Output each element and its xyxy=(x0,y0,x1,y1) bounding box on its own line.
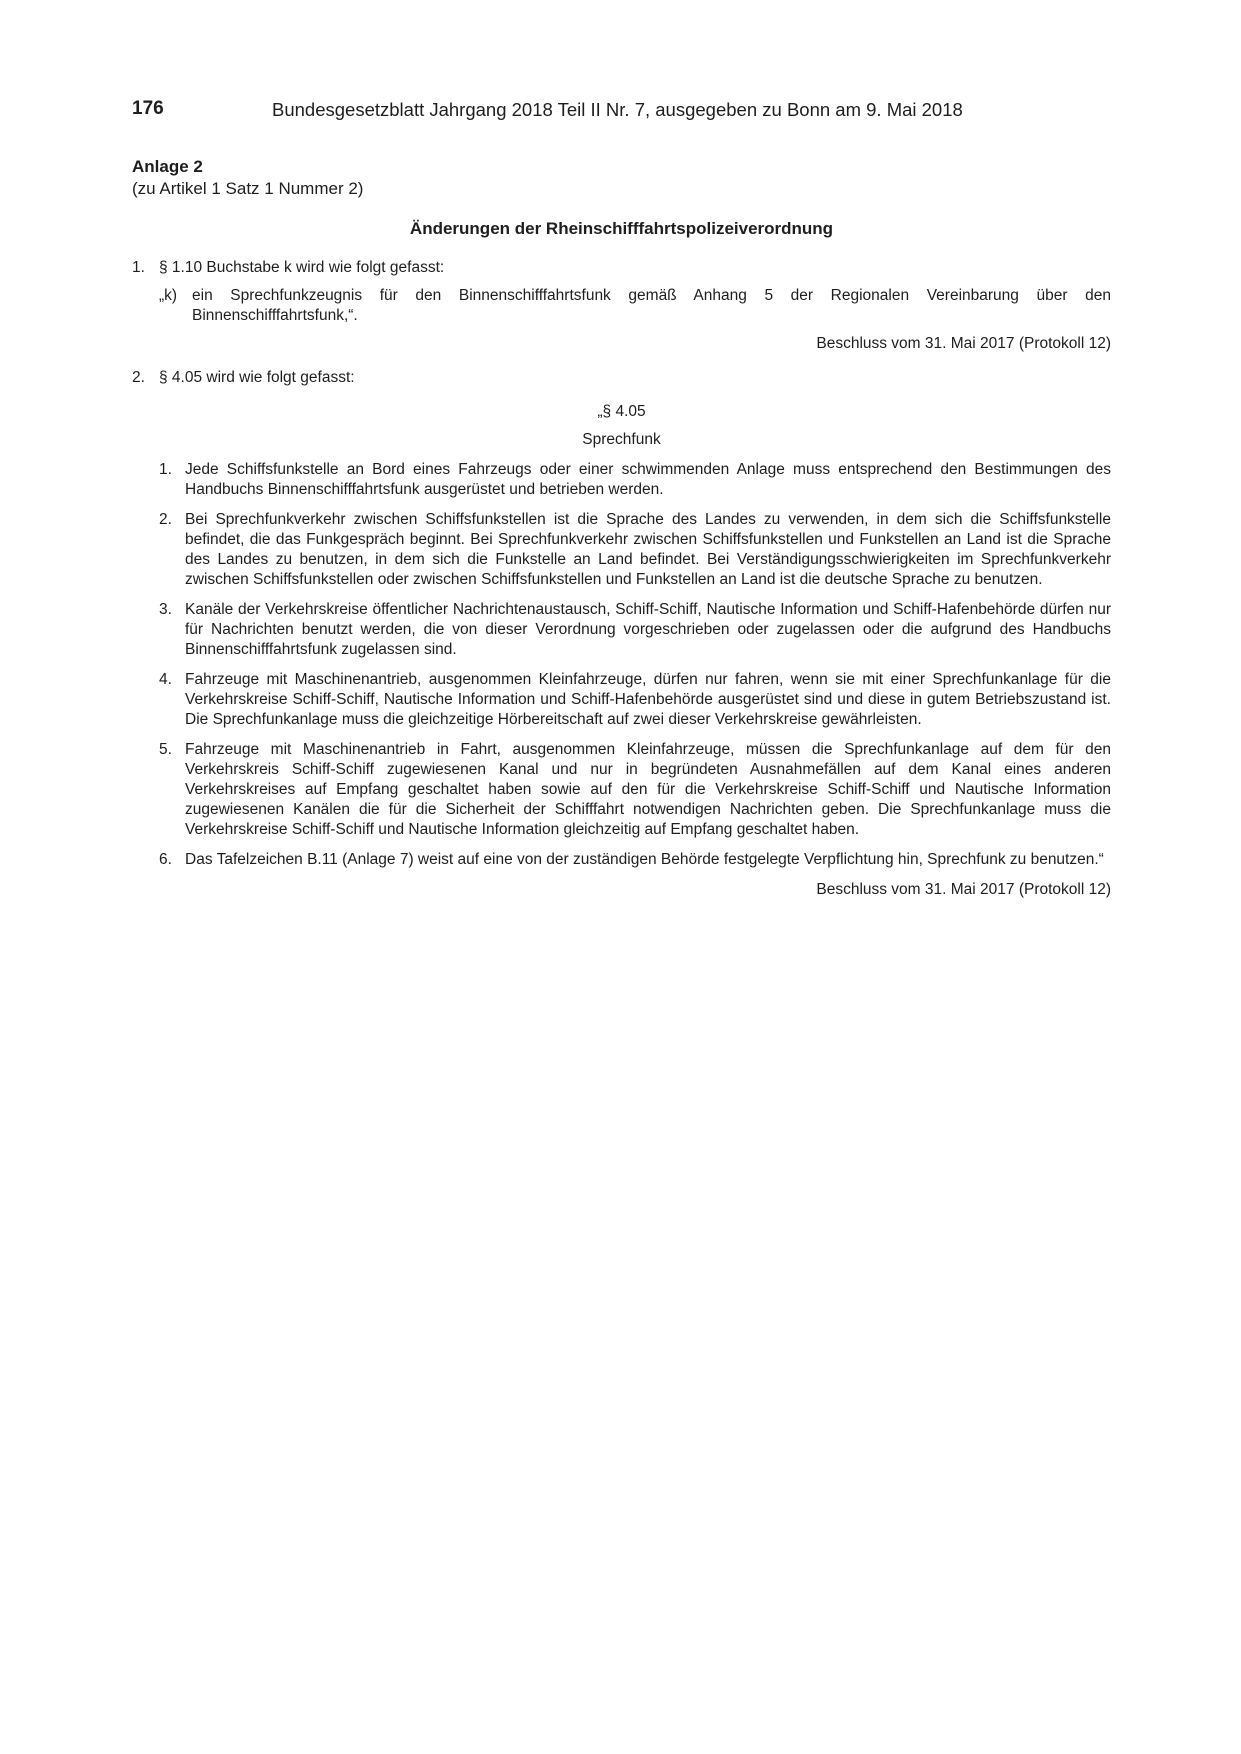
resolution-note-2: Beschluss vom 31. Mai 2017 (Protokoll 12) xyxy=(816,881,1111,898)
paragraph-heading: „§ 4.05 xyxy=(597,403,646,420)
annex-block xyxy=(132,156,363,200)
annex-reference: (zu Artikel 1 Satz 1 Nummer 2) xyxy=(132,179,364,198)
subitem-number: 2. xyxy=(159,511,172,528)
amendment-item-2 xyxy=(132,368,1111,388)
item-text: § 1.10 Buchstabe k wird wie folgt gefasst: xyxy=(159,259,445,276)
subitem-number: 3. xyxy=(159,601,172,618)
list-item xyxy=(159,670,1111,730)
subitem-number: 1. xyxy=(159,461,172,478)
list-item xyxy=(159,850,1111,870)
subitem-text: Das Tafelzeichen B.11 (Anlage 7) weist auf eine von der zuständigen Behörde festgelegte Verpflichtung hin, Sprechfunk zu benutzen.“ xyxy=(185,851,1104,868)
item-text: § 4.05 wird wie folgt gefasst: xyxy=(159,369,355,386)
quoted-letter-k xyxy=(159,286,1111,326)
subitem-number: 6. xyxy=(159,851,172,868)
item-number: 2. xyxy=(132,369,145,386)
subitem-text: Fahrzeuge mit Maschinenantrieb in Fahrt, ausgenommen Kleinfahrzeuge, müssen die Sprechfunkanlage auf dem für den Verkehrskreis Schiff-Schiff zugewiesenen Kanal und nur in begründeten Ausnahmefällen auf dem Kanal eines anderen Verkehrskreises auf Empfang geschaltet haben sowie auf den für die Verkehrskreise Schiff-Schiff und Nautische Information zugewiesenen Kanälen die für die Sicherheit der Schifffahrt notwendigen Nachrichten geben. Die Sprechfunkanlage muss die Verkehrskreise Schiff-Schiff und Nautische Information gleichzeitig auf Empfang geschaltet haben. xyxy=(185,741,1111,838)
list-item xyxy=(159,510,1111,590)
gazette-header-title: Bundesgesetzblatt Jahrgang 2018 Teil II Nr. 7, ausgegeben zu Bonn am 9. Mai 2018 xyxy=(272,99,963,120)
paragraph-subitems xyxy=(159,460,1111,870)
subitem-text: Bei Sprechfunkverkehr zwischen Schiffsfunkstellen ist die Sprache des Landes zu verwenden, in dem sich die Schiffsfunkstelle befindet, die das Funkgespräch beginnt. Bei Sprechfunkverkehr zwischen Schiffsfunkstellen und Funkstellen an Land ist die Sprache des Landes zu benutzen, in dem sich die Funkstelle an Land befindet. Bei Verständigungsschwierigkeiten im Sprechfunkverkehr zwischen Schiffsfunkstellen oder zwischen Schiffsfunkstellen und Funkstellen an Land ist die deutsche Sprache zu benutzen. xyxy=(185,511,1111,588)
list-item xyxy=(159,600,1111,660)
list-item xyxy=(159,460,1111,500)
page-header xyxy=(132,98,1111,124)
quote-text: ein Sprechfunkzeugnis für den Binnenschifffahrtsfunk gemäß Anhang 5 der Regionalen Vereinbarung über den Binnenschifffahrtsfunk,“. xyxy=(192,287,1111,324)
subitem-text: Jede Schiffsfunkstelle an Bord eines Fahrzeugs oder einer schwimmenden Anlage muss entsprechend den Bestimmungen des Handbuchs Binnenschifffahrtsfunk ausgerüstet und betrieben werden. xyxy=(185,461,1111,498)
resolution-note-1: Beschluss vom 31. Mai 2017 (Protokoll 12) xyxy=(816,335,1111,352)
paragraph-title: Sprechfunk xyxy=(582,431,661,448)
subitem-text: Fahrzeuge mit Maschinenantrieb, ausgenommen Kleinfahrzeuge, dürfen nur fahren, wenn sie mit einer Sprechfunkanlage für die Verkehrskreise Schiff-Schiff, Nautische Information und Schiff-Hafenbehörde ausgerüstet sind und diese in gutem Betriebszustand ist. Die Sprechfunkanlage muss die gleichzeitige Hörbereitschaft auf zwei dieser Verkehrskreise gewährleisten. xyxy=(185,671,1111,728)
quote-label: „k) xyxy=(159,287,178,304)
amendment-item-1 xyxy=(132,258,1111,278)
subitem-number: 4. xyxy=(159,671,172,688)
list-item xyxy=(159,740,1111,840)
item-number: 1. xyxy=(132,259,145,276)
annex-title: Anlage 2 xyxy=(132,157,203,176)
document-title: Änderungen der Rheinschifffahrtspolizeiverordnung xyxy=(409,219,834,238)
subitem-number: 5. xyxy=(159,741,172,758)
subitem-text: Kanäle der Verkehrskreise öffentlicher Nachrichtenaustausch, Schiff-Schiff, Nautische Information und Schiff-Hafenbehörde dürfen nur für Nachrichten benutzt werden, die von dieser Verordnung vorgeschrieben oder zugelassen oder die aufgrund des Handbuchs Binnenschifffahrtsfunk zugelassen sind. xyxy=(185,601,1111,658)
document-body xyxy=(132,258,1111,900)
page-number: 176 xyxy=(132,98,164,119)
